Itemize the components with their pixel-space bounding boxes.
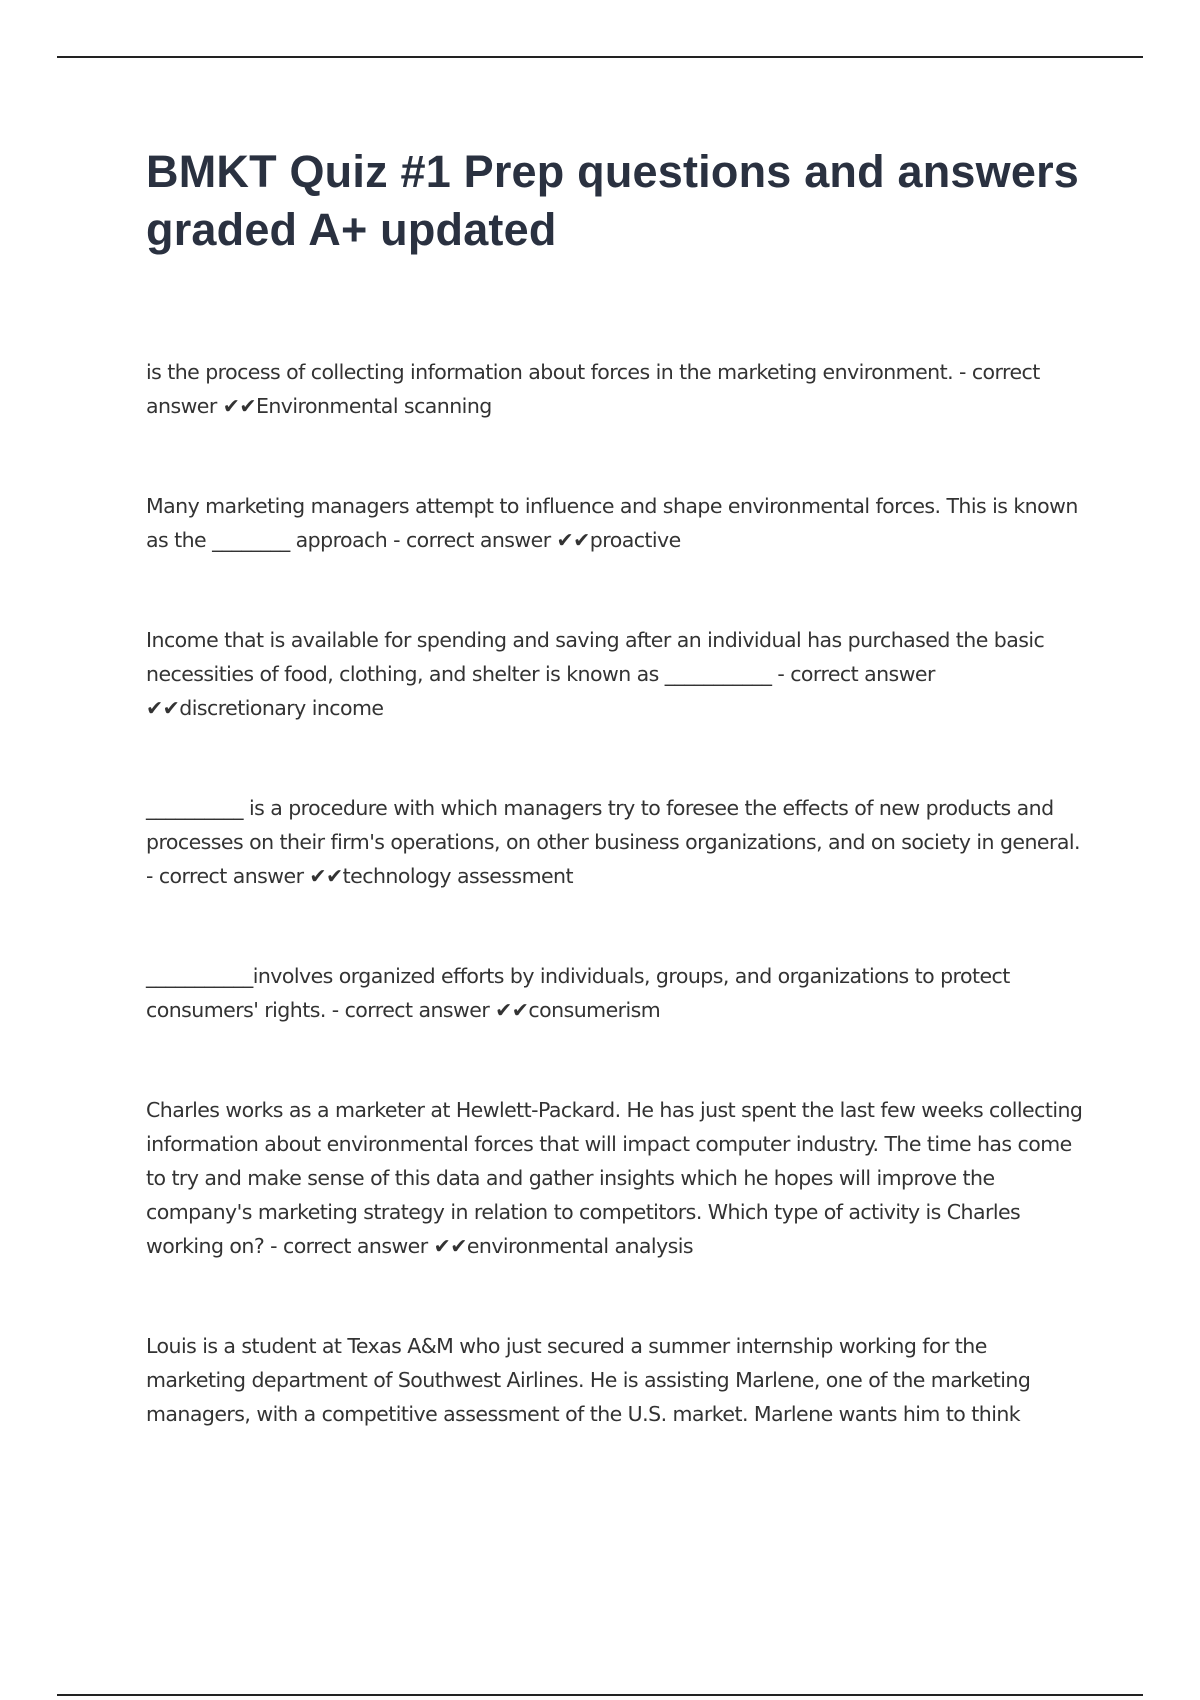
qa-item-discretionary-income: Income that is available for spending and saving after an individual has purchased the basic necessities of food, clothing, and shelter is known as ___________ - correct answer ✔✔discretionary income <box>146 628 1045 720</box>
qa-item-proactive: Many marketing managers attempt to influence and shape environmental forces. This is known as the ________ approach - correct answer ✔✔proactive <box>146 494 1078 552</box>
qa-item-environmental-scanning: is the process of collecting information about forces in the marketing environment. - correct answer ✔✔Environmental scanning <box>146 360 1040 418</box>
document-title: BMKT Quiz #1 Prep questions and answers graded A+ updated <box>146 146 1080 255</box>
qa-item-consumerism: ___________involves organized efforts by individuals, groups, and organizations to protect consumers' rights. - correct answer ✔✔consumerism <box>146 964 1010 1022</box>
top-rule <box>57 56 1143 58</box>
qa-item-technology-assessment: __________ is a procedure with which managers try to foresee the effects of new products and processes on their firm's operations, on other business organizations, and on society in general. - correct answer ✔✔technology assessment <box>146 796 1080 888</box>
qa-item-environmental-analysis: Charles works as a marketer at Hewlett-Packard. He has just spent the last few weeks collecting information about environmental forces that will impact computer industry. The time has come to try and make sense of this data and gather insights which he hopes will improve the company's marketing strategy in relation to competitors. Which type of activity is Charles working on? - correct answer ✔✔environmental analysis <box>146 1098 1083 1258</box>
qa-item-louis-internship: Louis is a student at Texas A&M who just secured a summer internship working for the marketing department of Southwest Airlines. He is assisting Marlene, one of the marketing managers, with a competitive assessment of the U.S. market. Marlene wants him to think <box>146 1334 1031 1426</box>
bottom-rule <box>57 1694 1143 1696</box>
